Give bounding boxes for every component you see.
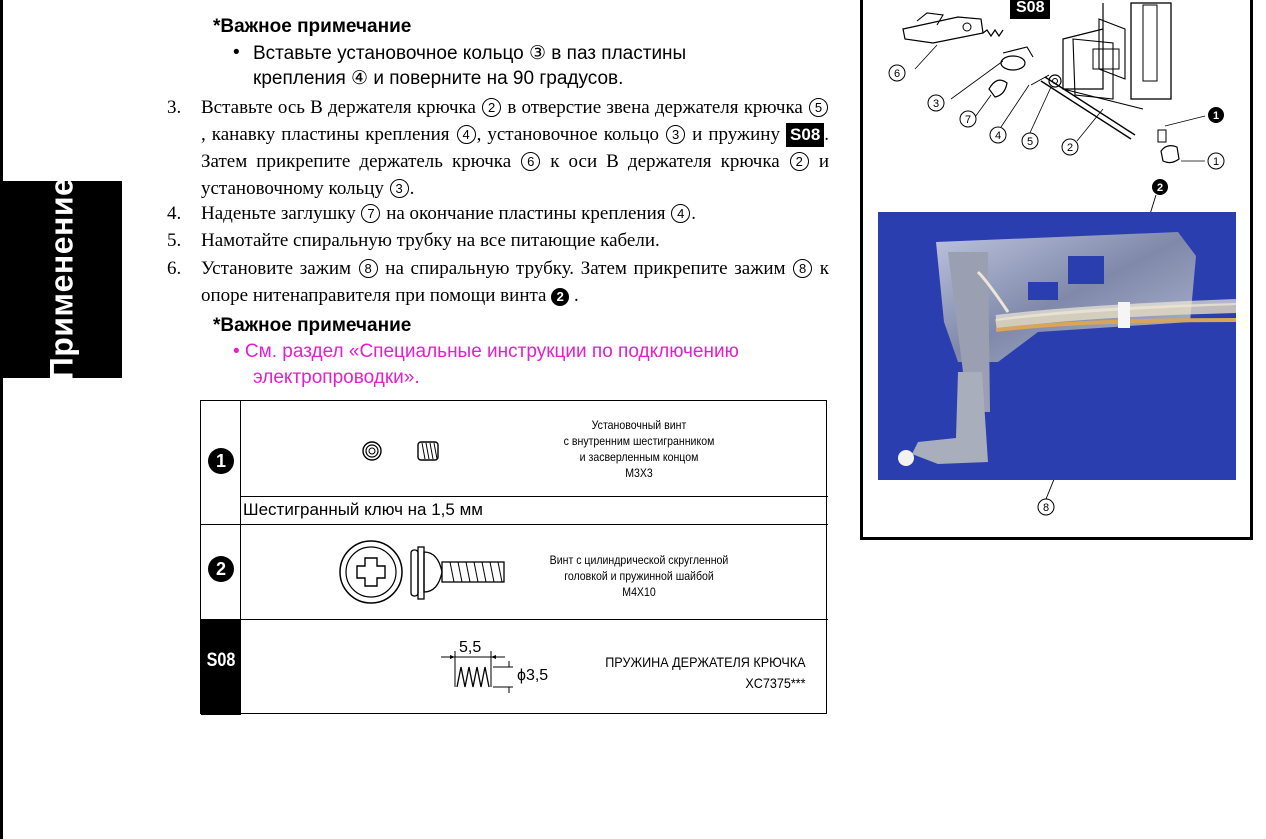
- section-side-tab-label: Применение: [43, 177, 80, 381]
- photo-render: [878, 212, 1236, 480]
- spring-diameter-dimension: ϕ3,5: [517, 667, 549, 684]
- svg-text:2: 2: [1156, 182, 1164, 194]
- step-number: 5.: [167, 230, 182, 251]
- step-number: 3.: [167, 97, 182, 118]
- parts-table: [200, 400, 827, 714]
- assembly-figure: [860, 0, 1253, 540]
- step-3: [167, 94, 829, 202]
- callout-circle: 5: [809, 98, 828, 117]
- svg-text:5: 5: [1026, 136, 1034, 148]
- callout-circle: 2: [482, 98, 501, 117]
- set-screw-icon: [359, 439, 443, 465]
- figure-s08-badge: S08: [1010, 0, 1050, 19]
- svg-text:6: 6: [893, 68, 901, 80]
- callout-circle: 7: [361, 204, 380, 223]
- step-text: Наденьте заглушку 7 на окончание пластины крепления 4 .: [201, 203, 696, 224]
- callout-circle: 8: [359, 259, 378, 278]
- callout-circle: 4: [671, 204, 690, 223]
- s08-badge: S08: [786, 123, 824, 147]
- svg-text:7: 7: [964, 114, 972, 126]
- important-note-title-2: *Важное примечание: [213, 315, 412, 336]
- svg-text:1: 1: [1212, 156, 1220, 168]
- svg-text:3: 3: [932, 98, 940, 110]
- part-2-description: Винт с цилиндрической скругленной головкой и пружинной шайбой M4X10: [549, 553, 729, 599]
- callout-circle: 3: [666, 125, 685, 144]
- hex-key-text: Шестигранный ключ на 1,5 мм: [243, 500, 483, 519]
- step-text: Установите зажим 8 на спиральную трубку. Затем прикрепите зажим 8 к опоре нитенаправителя при помощи винта 2 .: [201, 258, 830, 306]
- svg-text:2: 2: [1066, 142, 1074, 154]
- step-number: 4.: [167, 203, 182, 224]
- part-2-label: 2: [208, 556, 234, 582]
- svg-text:1: 1: [1212, 110, 1220, 122]
- section-side-tab: [3, 177, 122, 381]
- step-text: Вставьте ось B держателя крючка 2 в отверстие звена держателя крючка 5, канавку пластины крепления 4 , установочное кольцо 3 и пружину S08 . Затем прикрепите держатель крючка 6 к оси B держателя крючка 2 и установочному кольцу 3 .: [201, 97, 830, 199]
- svg-text:8: 8: [1042, 502, 1050, 514]
- step-text: Намотайте спиральную трубку на все питающие кабели.: [201, 230, 660, 251]
- callout-circle: 3: [390, 179, 409, 198]
- assembly-photo: [878, 212, 1236, 480]
- step-6: [167, 255, 829, 309]
- part-s08-description: ПРУЖИНА ДЕРЖАТЕЛЯ КРЮЧКА XC7375***: [605, 654, 806, 691]
- step-number: 6.: [167, 258, 182, 279]
- spring-length-dimension: 5,5: [459, 639, 482, 656]
- part-s08-label: S08: [206, 650, 236, 671]
- screw-callout: 2: [551, 288, 569, 306]
- step-4: [167, 200, 829, 227]
- callout-circle: 4: [457, 125, 476, 144]
- important-note-1-line-2: крепления ④ и поверните на 90 градусов.: [253, 68, 624, 89]
- important-note-1-bullet: •: [233, 42, 240, 63]
- callout-circle: 6: [521, 152, 540, 171]
- svg-text:4: 4: [994, 130, 1002, 142]
- callout-circle: 2: [790, 152, 809, 171]
- important-note-1-line-1: Вставьте установочное кольцо ③ в паз пластины: [253, 43, 687, 64]
- callout-circle: 8: [793, 259, 812, 278]
- important-note-title-1: *Важное примечание: [213, 16, 412, 37]
- part-1-description: Установочный винт с внутренним шестигранником и засверленным концом M3X3: [563, 418, 715, 480]
- round-head-screw-icon: [336, 538, 508, 608]
- part-1-label: 1: [208, 448, 234, 474]
- page-left-border: [0, 0, 3, 839]
- important-note-2-line-1: • См. раздел «Специальные инструкции по подключению: [233, 341, 739, 362]
- step-5: [167, 227, 829, 254]
- important-note-2-line-2: электропроводки».: [253, 367, 420, 388]
